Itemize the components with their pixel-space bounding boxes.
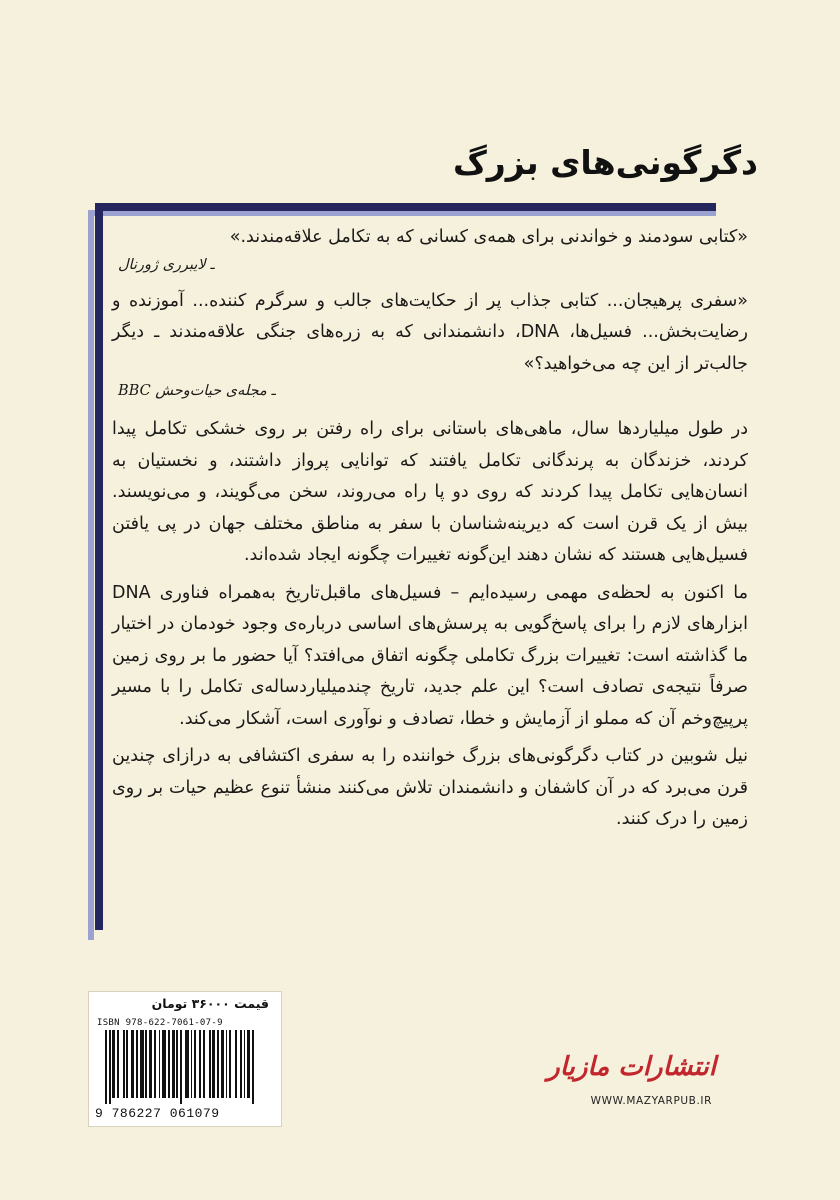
- barcode-bar: [235, 1030, 237, 1098]
- barcode-number: 9 786227 061079: [95, 1106, 220, 1121]
- paragraph-text: نیل شوبین در کتاب دگرگونی‌های بزرگ خواننده را به سفری اکتشافی به درازای چندین قرن می‌برد که در آن کاشفان و دانشمندان تلاش می‌کنند منشأ تنوع عظیم حیات بر روی زمین را درک کنند.: [112, 746, 748, 829]
- barcode-bar: [252, 1030, 254, 1104]
- price-label: قیمت ۳۶۰۰۰ تومان: [151, 996, 269, 1011]
- barcode-bar: [149, 1030, 152, 1098]
- frame-bar-top-dark: [95, 203, 716, 211]
- barcode-bar: [176, 1030, 178, 1098]
- paragraph-text: ما اکنون به لحظه‌ی مهمی رسیده‌ایم – فسیل‌های ماقبل‌تاریخ به‌همراه فناوری DNA ابزارهای لازم را برای پاسخ‌گویی به پرسش‌های اساسی درباره‌ی وجود خودمان در اختیار ما گذاشته است: تغییرات بزرگ تکاملی چگونه اتفاق می‌افتد؟ آیا حضور ما بر روی زمین صرفاً نتیجه‌ی تصادف است؟ این علم جدید، تاریخ چندمیلیاردساله‌ی تکامل را با مسیر پرپیچ‌وخم آن که مملو از آزمایش و خطا، تصادف و نوآوری است، آشکار می‌کند.: [112, 582, 748, 729]
- publisher-url: WWW.MAZYARPUB.IR: [590, 1095, 712, 1107]
- frame-bar-left-light: [88, 210, 94, 940]
- barcode-bar: [117, 1030, 119, 1098]
- description-paragraph: [112, 414, 748, 572]
- quote-source: ـ مجله‌ی حیات‌وحش BBC: [118, 383, 276, 399]
- barcode-bar: [112, 1030, 115, 1098]
- barcode-bar: [194, 1030, 196, 1098]
- barcode-bar: [209, 1030, 211, 1098]
- barcode-bar: [172, 1030, 175, 1098]
- barcode-bar: [221, 1030, 224, 1098]
- barcode-bar: [199, 1030, 201, 1098]
- barcode-bar: [123, 1030, 125, 1098]
- barcode-bar: [109, 1030, 111, 1104]
- barcode-bar: [145, 1030, 147, 1098]
- barcode-bar: [203, 1030, 205, 1098]
- quote-text: «کتابی سودمند و خواندنی برای همه‌ی کسانی که به تکامل علاقه‌مندند.»: [229, 227, 748, 247]
- barcode-bar: [247, 1030, 250, 1098]
- quote-source: ـ لایبرری ژورنال: [118, 256, 215, 273]
- barcode-bar: [136, 1030, 138, 1098]
- barcode-bar: [168, 1030, 170, 1098]
- barcode-bar: [217, 1030, 219, 1098]
- barcode-bar: [240, 1030, 242, 1098]
- barcode-bar: [185, 1030, 189, 1098]
- quote-text: «سفری پرهیجان... کتابی جذاب پر از حکایت‌های جالب و سرگرم کننده... آموزنده و رضایت‌بخش... فسیل‌ها، DNA، دانشمندانی که به زره‌های جنگی علاقه‌مندند ـ دیگر جالب‌تر از این چه می‌خواهید؟»: [112, 290, 748, 374]
- barcode-bar: [140, 1030, 144, 1098]
- barcode-bar: [212, 1030, 215, 1098]
- barcode-box: [88, 991, 282, 1127]
- back-cover-text: [112, 222, 748, 842]
- book-title: دگرگونی‌های بزرگ: [452, 143, 758, 182]
- barcode-bar: [229, 1030, 231, 1098]
- barcode-bar: [191, 1030, 192, 1098]
- description-paragraph: [112, 578, 748, 736]
- barcode-icon: [103, 1030, 271, 1104]
- barcode-bar: [126, 1030, 128, 1098]
- frame-bar-left-dark: [95, 203, 103, 930]
- paragraph-text: در طول میلیاردها سال، ماهی‌های باستانی برای راه رفتن بر روی خشکی تکامل پیدا کردند، خزندگان به پرندگانی تکامل یافتند که توانایی پرواز داشتند، و نخستیان به انسان‌هایی تکامل پیدا کردند که روی دو پا راه می‌روند، سخن می‌گویند، و می‌نویسند. بیش از یک قرن است که دیرینه‌شناسان با سفر به مناطق مختلف جهان در پی یافتن فسیل‌هایی هستند که نشان دهند این‌گونه تغییرات چگونه ایجاد شده‌اند.: [112, 419, 748, 565]
- description-paragraph: [112, 741, 748, 836]
- barcode-bar: [162, 1030, 166, 1098]
- barcode-bar: [180, 1030, 182, 1104]
- isbn-label: ISBN 978-622-7061-07-9: [97, 1018, 223, 1028]
- publisher-logo: انتشارات مازیار: [547, 1052, 716, 1082]
- barcode-bar: [105, 1030, 107, 1104]
- barcode-bar: [226, 1030, 227, 1098]
- review-quote: [112, 286, 748, 403]
- barcode-bar: [154, 1030, 156, 1098]
- barcode-bar: [244, 1030, 245, 1098]
- review-quote: [112, 222, 748, 276]
- barcode-bar: [131, 1030, 134, 1098]
- barcode-bar: [159, 1030, 160, 1098]
